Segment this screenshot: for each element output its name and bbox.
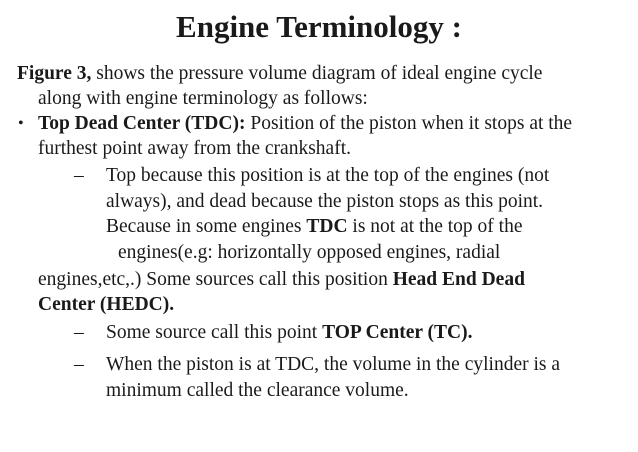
- sub1-text-3c: is not at the top of the: [347, 216, 523, 237]
- bullet-icon: •: [18, 115, 24, 132]
- sub1-line-1: Top because this position is at the top of the engines (not: [106, 165, 550, 186]
- slide-title: Engine Terminology :: [176, 9, 462, 44]
- bullet-line-2: furthest point away from the crankshaft.: [38, 138, 351, 159]
- dash-icon-1: –: [74, 165, 84, 186]
- intro-line-1: [17, 61, 542, 87]
- sub2-line: [106, 320, 473, 346]
- tdc-term: Top Dead Center (TDC):: [38, 113, 246, 134]
- bullet-text-1: Position of the piston when it stops at the: [245, 113, 573, 134]
- sub1-text-3a: Because in some engines: [106, 216, 307, 237]
- sub2-text: Some source call this point: [106, 322, 323, 343]
- sub1-text-5a: engines,etc,.) Some sources call this position: [38, 269, 393, 290]
- sub3-line-2: minimum called the clearance volume.: [106, 380, 409, 401]
- sub3-line-1: When the piston is at TDC, the volume in the cylinder is a: [106, 354, 561, 375]
- intro-line-2: along with engine terminology as follows:: [38, 88, 368, 109]
- bullet-line-1: [38, 111, 572, 137]
- dash-icon-2: –: [74, 322, 84, 343]
- hedc-term-part2: Center (HEDC).: [38, 294, 175, 315]
- sub1-line-3: [106, 214, 522, 240]
- hedc-term-part1: Head End Dead: [392, 269, 525, 290]
- sub1-line-4: engines(e.g: horizontally opposed engines, radial: [118, 242, 501, 263]
- figure-label: Figure 3,: [17, 63, 92, 84]
- sub1-line-6: [38, 292, 174, 318]
- sub1-line-2: always), and dead because the piston stops as this point.: [106, 191, 544, 212]
- tc-term: TOP Center (TC).: [322, 322, 473, 343]
- sub1-line-5: [38, 267, 525, 293]
- intro-text-1: shows the pressure volume diagram of ideal engine cycle: [91, 63, 543, 84]
- dash-icon-3: –: [74, 354, 84, 375]
- tdc-abbrev: TDC: [306, 216, 348, 237]
